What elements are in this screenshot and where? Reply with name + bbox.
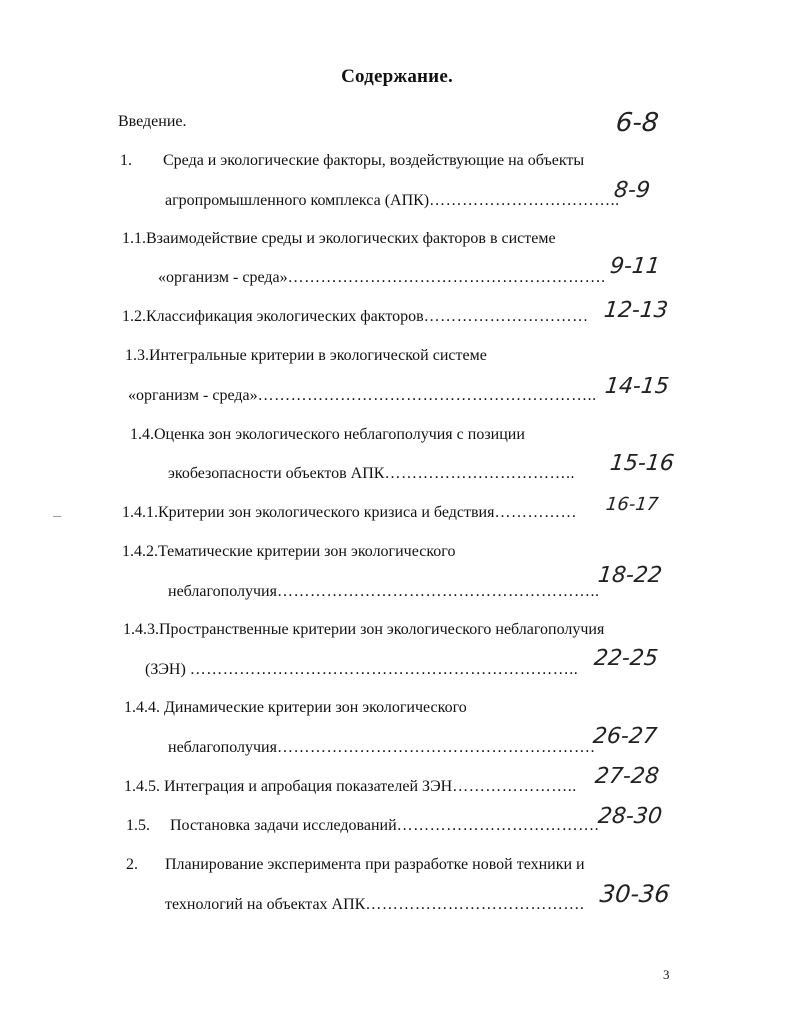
toc-entry-number: 1. xyxy=(120,152,132,169)
handwritten-pages: 16-17 xyxy=(604,494,660,515)
toc-leader-dots: …………………………………………………….. xyxy=(257,387,597,404)
toc-entry-line xyxy=(165,191,620,211)
handwritten-pages: 8-9 xyxy=(612,178,652,203)
toc-leader-dots: …………………………………. xyxy=(365,896,585,913)
toc-leader-dots: ………………………… xyxy=(423,308,589,325)
toc-entry-text: 1.2.Классификация экологических факторов xyxy=(122,308,424,325)
toc-entry-line: Планирование эксперимента при разработке новой техники и xyxy=(165,856,585,873)
toc-entry-text: «организм - среда» xyxy=(128,387,258,404)
toc-entry-line xyxy=(158,268,606,288)
toc-leader-dots: …………………………….. xyxy=(429,192,620,209)
handwritten-pages: 6-8 xyxy=(614,108,661,138)
toc-entry-line xyxy=(168,582,599,602)
toc-entry-text: технологий на объектах АПК xyxy=(165,896,366,913)
toc-entry-line: 1.4.Оценка зон экологического неблагополучия с позиции xyxy=(130,426,525,443)
toc-entry-line: 1.3.Интегральные критерии в экологической системе xyxy=(125,347,487,364)
toc-entry-text: 1.4.5. Интеграция и апробация показателей ЗЭН xyxy=(124,778,453,795)
toc-entry-number: 1.5. xyxy=(126,817,150,834)
toc-entry-line: 1.4.2.Тематические критерии зон экологического xyxy=(122,543,456,560)
toc-leader-dots: …………………………….. xyxy=(384,465,575,482)
toc-leader-dots: …………………………………………………………….. xyxy=(189,661,579,678)
handwritten-pages: 28-30 xyxy=(596,804,664,829)
handwritten-pages: 27-28 xyxy=(593,764,661,789)
toc-leader-dots: ………………….. xyxy=(452,778,577,795)
scan-mark xyxy=(53,516,61,517)
toc-entry-text: агропромышленного комплекса (АПК) xyxy=(165,192,430,209)
handwritten-pages: 14-15 xyxy=(603,374,671,399)
toc-entry-line xyxy=(122,307,589,327)
toc-entry-line: 1.1.Взаимодействие среды и экологических факторов в системе xyxy=(122,230,556,247)
toc-entry-text: (ЗЭН) xyxy=(145,661,190,678)
toc-entry-text: Постановка задачи исследований xyxy=(170,817,397,834)
handwritten-pages: 9-11 xyxy=(608,254,662,279)
handwritten-pages: 12-13 xyxy=(602,298,670,323)
toc-entry-text: «организм - среда» xyxy=(158,269,288,286)
handwritten-pages: 30-36 xyxy=(598,880,672,908)
handwritten-pages: 18-22 xyxy=(596,563,664,588)
toc-leader-dots: …………………………………………………. xyxy=(276,739,595,756)
toc-entry-intro: Введение. xyxy=(118,113,187,130)
toc-entry-line xyxy=(168,464,575,484)
toc-entry-line xyxy=(124,777,577,797)
toc-entry-line: Среда и экологические факторы, воздействующие на объекты xyxy=(163,152,585,169)
toc-entry-text: неблагополучия xyxy=(168,739,277,756)
toc-entry-number: 2. xyxy=(126,856,138,873)
page-number: 3 xyxy=(663,967,670,982)
toc-entry-line xyxy=(165,895,584,915)
toc-leader-dots: ………………………………………………….. xyxy=(276,583,600,600)
page-title: Содержание. xyxy=(341,66,453,87)
toc-entry-line xyxy=(168,738,595,758)
toc-entry-line xyxy=(128,386,597,406)
toc-entry-line: 1.4.3.Пространственные критерии зон экологического неблагополучия xyxy=(123,621,605,638)
toc-entry-text: 1.4.1.Критерии зон экологического кризиса и бедствия xyxy=(122,504,495,521)
toc-entry-text: экобезопасности объектов АПК xyxy=(168,465,385,482)
toc-leader-dots: ………………………………. xyxy=(396,817,600,834)
handwritten-pages: 22-25 xyxy=(592,646,660,671)
toc-entry-text: неблагополучия xyxy=(168,583,277,600)
toc-entry-line xyxy=(170,816,599,836)
toc-leader-dots: …………… xyxy=(494,504,577,521)
toc-leader-dots: …………………………………………………. xyxy=(287,269,606,286)
handwritten-pages: 26-27 xyxy=(591,724,659,749)
toc-entry-line xyxy=(145,660,578,680)
toc-entry-line xyxy=(122,503,577,523)
handwritten-pages: 15-16 xyxy=(608,451,676,476)
toc-entry-line: 1.4.4. Динамические критерии зон экологического xyxy=(124,699,467,716)
